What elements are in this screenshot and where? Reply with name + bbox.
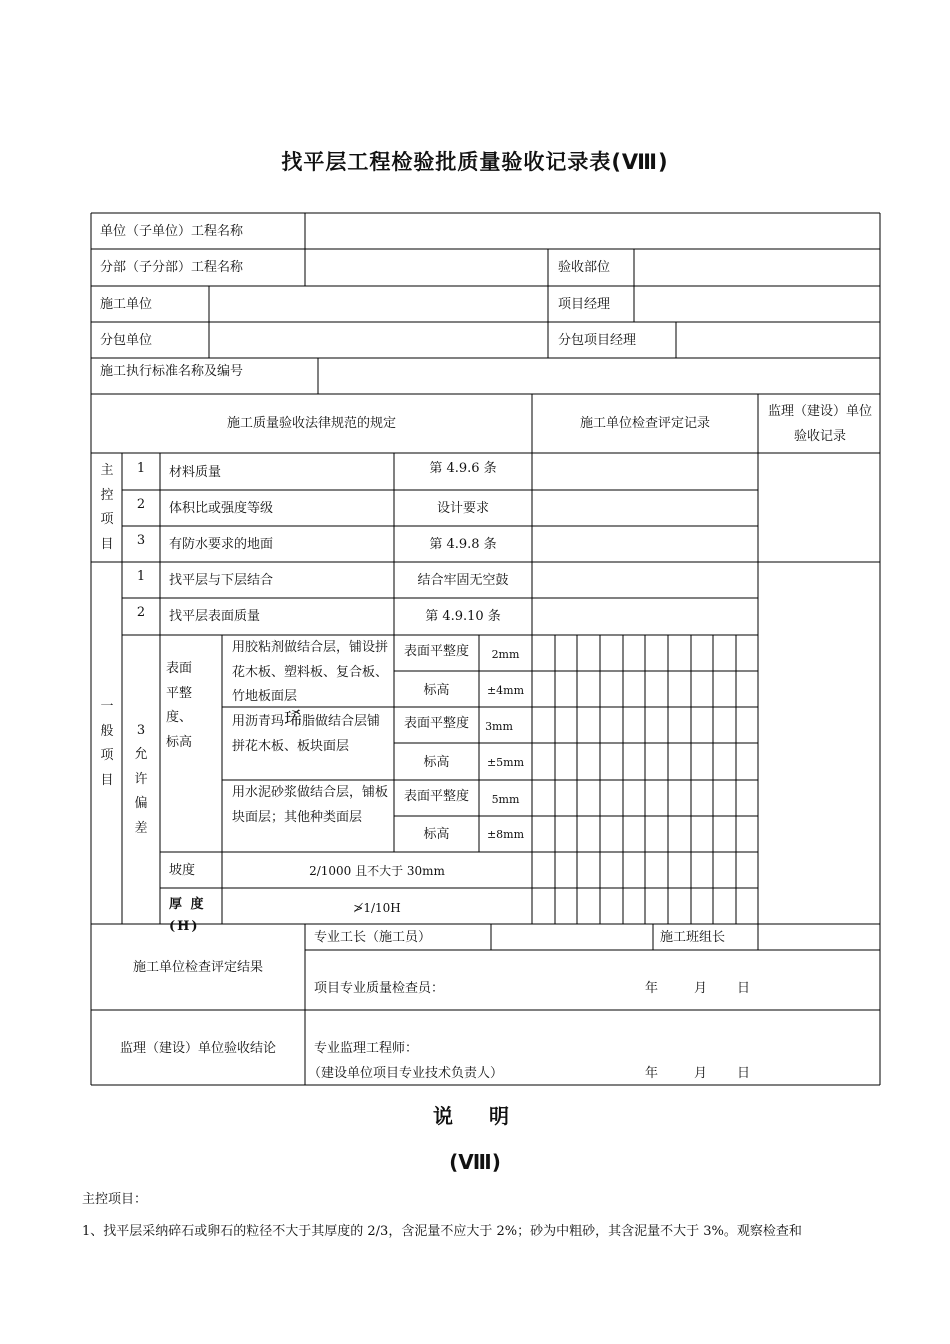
date-year: 年 xyxy=(645,1066,659,1081)
tolerance-item: 表面平整度 xyxy=(403,644,469,659)
tolerance-item-cell xyxy=(395,636,478,671)
tolerance-value: 5mm xyxy=(491,793,520,806)
tolerance-value: ±8mm xyxy=(486,828,525,841)
tolerance-category: 表面平整度、标高 xyxy=(166,661,193,750)
general-item-requirement: 结合牢固无空鼓 xyxy=(417,573,509,588)
standard-label: 施工执行标准名称及编号 xyxy=(100,364,244,379)
subcontractor-label: 分包单位 xyxy=(100,333,153,348)
date-day: 日 xyxy=(737,1066,751,1081)
main-item-requirement: 第 4.9.6 条 xyxy=(429,461,497,476)
main-item-name: 有防水要求的地面 xyxy=(169,537,274,552)
general-item-no: 2 xyxy=(136,605,146,620)
tolerance-item: 表面平整度 xyxy=(403,789,469,804)
sub-project-manager-label: 分包项目经理 xyxy=(558,333,637,348)
thickness-value: ≯1/10H xyxy=(353,901,401,915)
main-item-name: 材料质量 xyxy=(169,465,222,480)
general-item-requirement: 第 4.9.10 条 xyxy=(425,609,501,624)
date-month: 月 xyxy=(694,981,708,996)
general-item-name: 找平层与下层结合 xyxy=(169,573,274,588)
tolerance-item-cell xyxy=(395,708,478,743)
tolerance-label: 允许偏差 xyxy=(134,747,148,836)
team-leader-label: 施工班组长 xyxy=(660,930,726,945)
tolerance-item: 标高 xyxy=(423,755,450,770)
notes-item-1: 1、找平层采纳碎石或卵石的粒径不大于其厚度的 2/3，含泥量不应大于 2%；砂为中粗砂，其含泥量不大于 3%。观察检查和 xyxy=(82,1224,802,1239)
date-year: 年 xyxy=(645,981,659,996)
date-day: 日 xyxy=(737,981,751,996)
general-item-no: 1 xyxy=(136,569,146,584)
notes-subheading: (Ⅷ) xyxy=(449,1150,501,1174)
project-manager-label: 项目经理 xyxy=(558,297,611,312)
tolerance-group-desc: 用沥青玛琋脂做结合层铺拼花木板、板块面层 xyxy=(232,709,381,754)
tolerance-item-no: 3 xyxy=(136,723,146,738)
main-item-no: 1 xyxy=(136,461,146,476)
spec-column-header: 施工质量验收法律规范的规定 xyxy=(226,416,396,431)
tolerance-value: 3mm xyxy=(485,720,513,733)
foreman-label: 专业工长（施工员） xyxy=(314,930,432,945)
main-item-no: 3 xyxy=(136,533,146,548)
tolerance-item: 表面平整度 xyxy=(403,716,469,731)
notes-heading: 说 明 xyxy=(433,1104,517,1128)
contractor-record-header: 施工单位检查评定记录 xyxy=(579,416,710,431)
slope-value: 2/1000 且不大于 30mm xyxy=(309,864,445,878)
thickness-label-cell xyxy=(161,889,221,934)
tolerance-group-desc: 用胶粘剂做结合层，铺设拼花木板、塑料板、复合板、竹地板面层 xyxy=(232,640,389,704)
page-title: 找平层工程检验批质量验收记录表(Ⅷ) xyxy=(281,150,669,174)
tolerance-item-cell xyxy=(395,781,478,816)
supervisor-engineer-label: 专业监理工程师： xyxy=(314,1041,419,1056)
supervisor-conclusion-label: 监理（建设）单位验收结论 xyxy=(119,1041,276,1056)
general-items-label: 一般项目 xyxy=(100,699,114,788)
main-control-label: 主控项目 xyxy=(100,463,114,552)
notes-main-control-label: 主控项目： xyxy=(82,1192,148,1207)
subdivision-name-label: 分部（子分部）工程名称 xyxy=(100,260,244,275)
tolerance-value: ±4mm xyxy=(486,684,525,697)
contractor-result-label: 施工单位检查评定结果 xyxy=(132,960,263,975)
main-item-requirement: 第 4.9.8 条 xyxy=(429,537,497,552)
main-item-no: 2 xyxy=(136,497,146,512)
tolerance-group-desc: 用水泥砂浆做结合层，铺板块面层；其他种类面层 xyxy=(232,785,389,825)
unit-name-label: 单位（子单位）工程名称 xyxy=(100,224,244,239)
tolerance-value: 2mm xyxy=(491,648,520,661)
general-item-name: 找平层表面质量 xyxy=(169,609,261,624)
main-item-requirement: 设计要求 xyxy=(436,501,489,516)
inspector-label: 项目专业质量检查员： xyxy=(314,981,445,996)
date-month: 月 xyxy=(694,1066,708,1081)
acceptance-part-label: 验收部位 xyxy=(558,260,611,275)
tolerance-item: 标高 xyxy=(423,683,450,698)
tolerance-item: 标高 xyxy=(423,827,450,842)
main-item-name: 体积比或强度等级 xyxy=(169,501,274,516)
tolerance-value: ±5mm xyxy=(486,756,525,769)
thickness-label: 厚 度(H) xyxy=(169,897,206,934)
slope-label: 坡度 xyxy=(169,863,196,878)
contractor-label: 施工单位 xyxy=(100,297,153,312)
supervisor-record-header: 监理（建设）单位验收记录 xyxy=(767,404,872,444)
owner-tech-label: （建设单位项目专业技术负责人） xyxy=(308,1066,504,1081)
